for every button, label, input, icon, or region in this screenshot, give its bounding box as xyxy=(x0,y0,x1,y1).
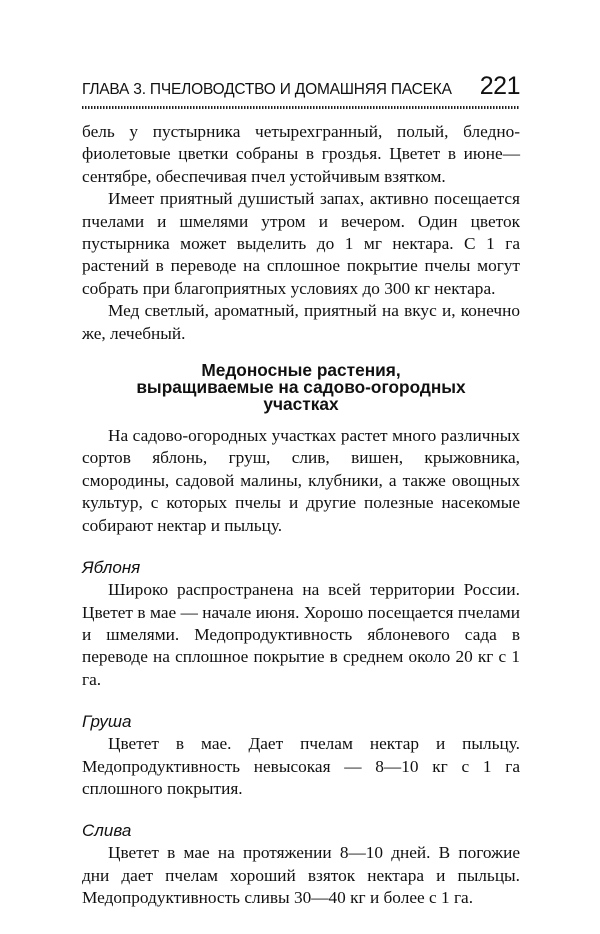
page-number: 221 xyxy=(479,72,520,100)
plant-heading-apple: Яблоня xyxy=(82,558,141,578)
section-heading-line: выращиваемые на садово-огородных xyxy=(136,377,466,398)
plant-heading-plum: Слива xyxy=(82,821,132,841)
plant-description-pear: Цветет в мае. Дает пчелам нектар и пыльцу. Медопродуктивность невысокая — 8—10 кг с 1 га сплошного покрытия. xyxy=(82,734,520,798)
header-rule xyxy=(82,106,520,109)
plant-description-plum: Цветет в мае на протяжении 8—10 дней. В погожие дни дает пчелам хороший взяток нектара и пыльцы. Медопродуктивность сливы 30—40 кг и более с 1 га. xyxy=(82,843,520,908)
page-content xyxy=(82,121,520,910)
paragraph-continued: бель у пустырника четырехгранный, полый, бледно-фиолетовые цветки собраны в гроздья. Цветет в июне—сентябре, обеспечивая пчел устойчивым взятком. xyxy=(82,122,520,186)
section-heading xyxy=(82,362,520,413)
section-heading-line: Медоносные растения, xyxy=(201,360,401,381)
plant-heading-pear: Груша xyxy=(82,712,132,732)
paragraph: Имеет приятный душистый запах, активно посещается пчелами и шмелями утром и вечером. Один цветок пустырника может выделить до 1 мг нектара. С 1 га растений в переводе на сплошное покрытие пчелы могут собрать при благоприятных условиях до 300 кг нектара. xyxy=(82,189,520,298)
plant-description-apple: Широко распространена на всей территории России. Цветет в мае — начале июня. Хорошо посещается пчелами и шмелями. Медопродуктивность яблоневого сада в переводе на сплошное покрытие в среднем около 20 кг с 1 га. xyxy=(82,580,520,689)
section-heading-line: участках xyxy=(263,394,339,415)
paragraph: Мед светлый, ароматный, приятный на вкус и, конечно же, лечебный. xyxy=(82,301,520,343)
chapter-title: ГЛАВА 3. ПЧЕЛОВОДСТВО И ДОМАШНЯЯ ПАСЕКА xyxy=(82,81,452,98)
section-intro-paragraph: На садово-огородных участках растет много различных сортов яблонь, груш, слив, вишен, крыжовника, смородины, садовой малины, клубники, а также овощных культур, с которых пчелы и другие полезные насекомые собирают нектар и пыльцу. xyxy=(82,426,520,535)
running-head xyxy=(82,72,520,106)
